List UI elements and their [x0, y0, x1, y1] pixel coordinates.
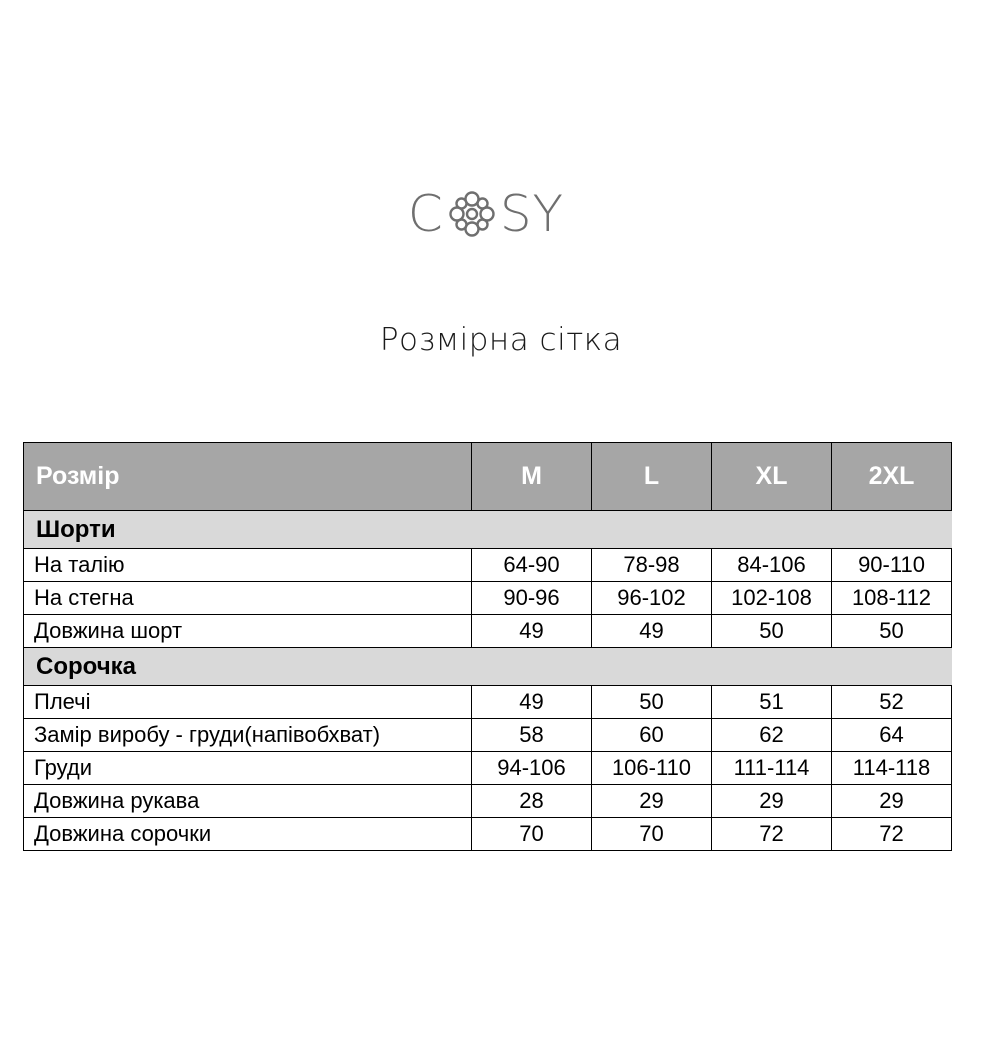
row-label: На талію	[24, 549, 472, 582]
table-row	[24, 785, 952, 818]
header-size-label: Розмір	[24, 443, 472, 511]
row-label: Довжина шорт	[24, 615, 472, 648]
logo-letters-sy: SY	[499, 185, 565, 243]
table-row	[24, 719, 952, 752]
cell-value: 84-106	[712, 549, 832, 582]
cell-value: 96-102	[592, 582, 712, 615]
row-label: Замір виробу - груди(напівобхват)	[24, 719, 472, 752]
row-label: Довжина рукава	[24, 785, 472, 818]
table-row	[24, 582, 952, 615]
cell-value: 50	[592, 686, 712, 719]
table-row	[24, 752, 952, 785]
cell-value: 70	[472, 818, 592, 851]
header-size-m: M	[472, 443, 592, 511]
row-label: На стегна	[24, 582, 472, 615]
knot-ornament-icon	[445, 187, 499, 241]
row-label: Груди	[24, 752, 472, 785]
cell-value: 94-106	[472, 752, 592, 785]
header-size-2xl: 2XL	[832, 443, 952, 511]
logo-letter-c: C	[407, 185, 444, 243]
cell-value: 49	[472, 615, 592, 648]
cell-value: 90-110	[832, 549, 952, 582]
brand-logo	[0, 186, 972, 242]
cell-value: 78-98	[592, 549, 712, 582]
row-label: Плечі	[24, 686, 472, 719]
cell-value: 111-114	[712, 752, 832, 785]
cell-value: 49	[592, 615, 712, 648]
section-title: Сорочка	[24, 648, 952, 686]
section-row-shirt	[24, 648, 952, 686]
cell-value: 106-110	[592, 752, 712, 785]
cell-value: 28	[472, 785, 592, 818]
table-row	[24, 818, 952, 851]
header-size-xl: XL	[712, 443, 832, 511]
size-chart-table	[23, 442, 952, 851]
cell-value: 64	[832, 719, 952, 752]
cell-value: 51	[712, 686, 832, 719]
cell-value: 72	[832, 818, 952, 851]
table-row	[24, 686, 952, 719]
table-row	[24, 549, 952, 582]
cell-value: 108-112	[832, 582, 952, 615]
cell-value: 52	[832, 686, 952, 719]
cell-value: 29	[592, 785, 712, 818]
cell-value: 90-96	[472, 582, 592, 615]
cell-value: 49	[472, 686, 592, 719]
cell-value: 62	[712, 719, 832, 752]
table-header-row	[24, 443, 952, 511]
cell-value: 70	[592, 818, 712, 851]
cell-value: 64-90	[472, 549, 592, 582]
header-size-l: L	[592, 443, 712, 511]
section-row-shorts	[24, 511, 952, 549]
cell-value: 29	[712, 785, 832, 818]
cell-value: 29	[832, 785, 952, 818]
cell-value: 60	[592, 719, 712, 752]
cell-value: 50	[712, 615, 832, 648]
row-label: Довжина сорочки	[24, 818, 472, 851]
cell-value: 50	[832, 615, 952, 648]
cell-value: 114-118	[832, 752, 952, 785]
table-row	[24, 615, 952, 648]
section-title: Шорти	[24, 511, 952, 549]
cell-value: 102-108	[712, 582, 832, 615]
cell-value: 72	[712, 818, 832, 851]
cell-value: 58	[472, 719, 592, 752]
page-title: Розмірна сітка	[379, 322, 623, 358]
